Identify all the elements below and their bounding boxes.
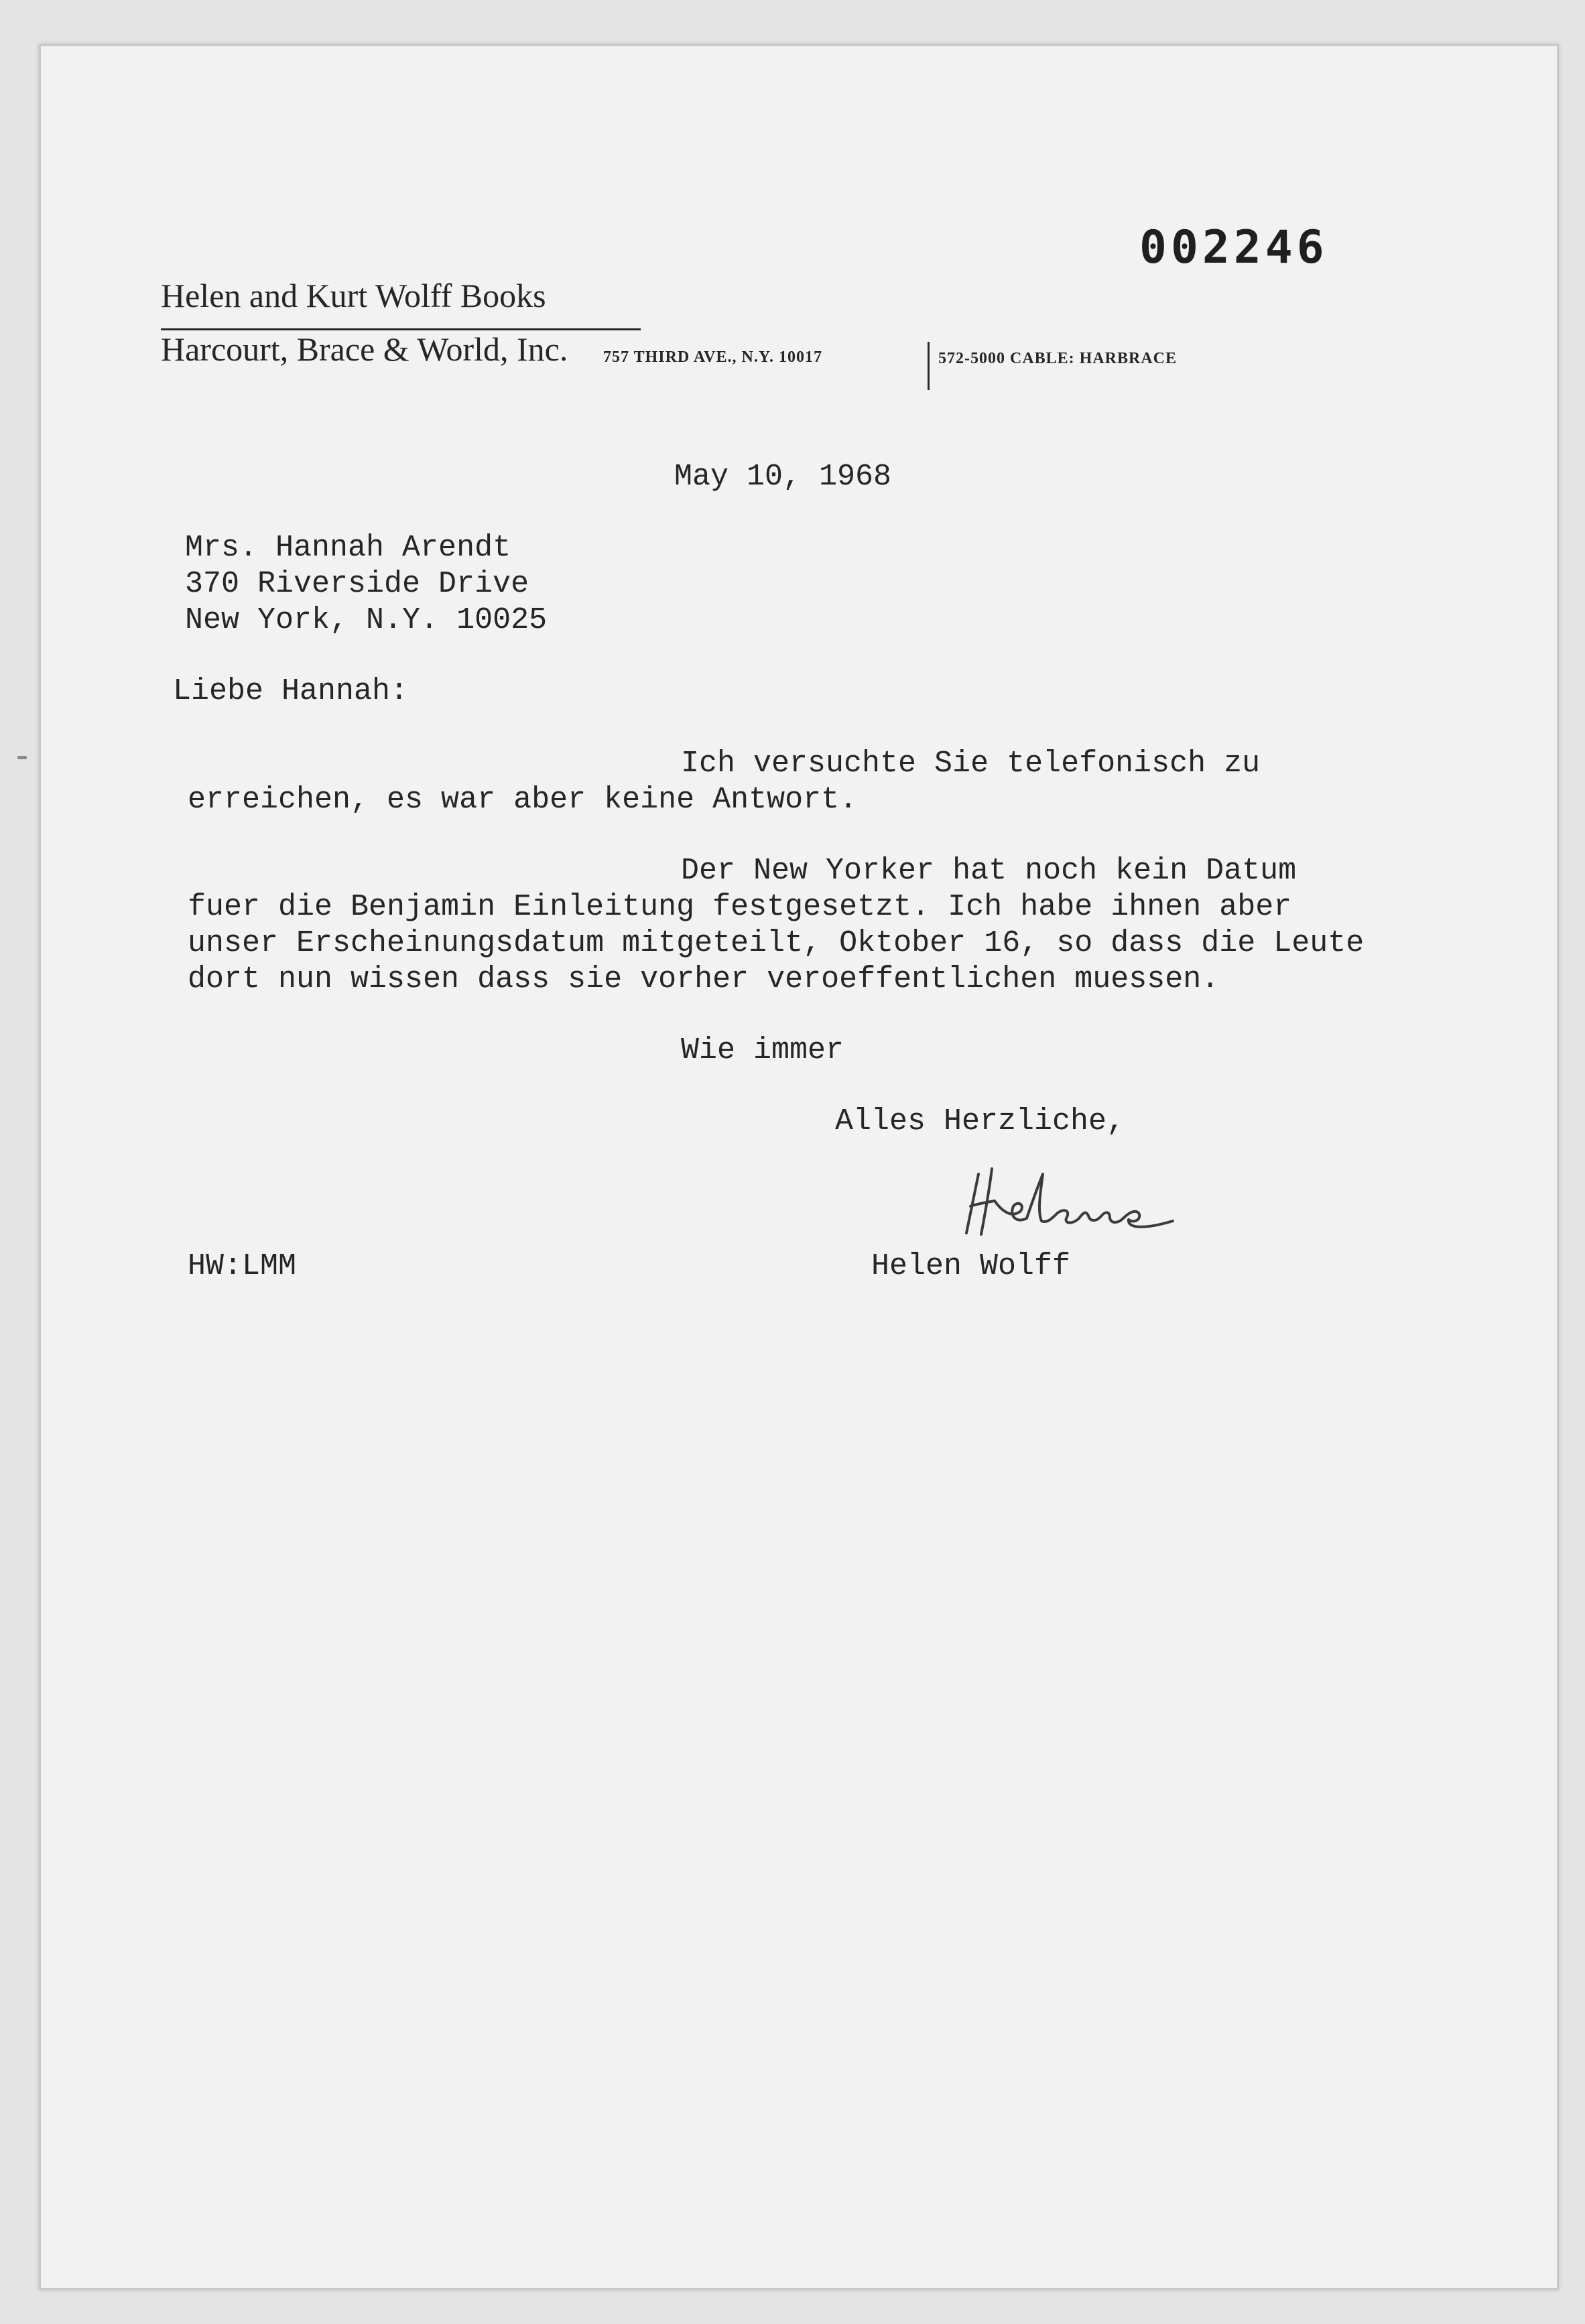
letterhead-divider: [928, 342, 930, 390]
paragraph-line: Ich versuchte Sie telefonisch zu: [681, 747, 1261, 781]
paragraph-line: fuer die Benjamin Einleitung festgesetzt. Ich habe ihnen aber: [188, 890, 1292, 924]
salutation: Liebe Hannah:: [173, 674, 409, 708]
paragraph-line: Der New Yorker hat noch kein Datum: [681, 854, 1297, 888]
recipient-street: 370 Riverside Drive: [185, 567, 529, 601]
wie-immer-line: Wie immer: [681, 1033, 844, 1068]
letterhead-imprint: Helen and Kurt Wolff Books: [161, 277, 546, 314]
signer-name: Helen Wolff: [871, 1249, 1071, 1283]
paragraph-line: unser Erscheinungsdatum mitgeteilt, Oktober 16, so dass die Leute: [188, 926, 1365, 960]
recipient-name: Mrs. Hannah Arendt: [185, 531, 511, 565]
handwritten-signature: [952, 1154, 1206, 1248]
paragraph-line: erreichen, es war aber keine Antwort.: [188, 783, 858, 817]
letter-sheet: [39, 44, 1559, 2290]
letterhead-phone-cable: 572-5000 CABLE: HARBRACE: [938, 350, 1178, 367]
letterhead-publisher: Harcourt, Brace & World, Inc.: [161, 330, 568, 368]
letter-date: May 10, 1968: [674, 460, 892, 494]
typist-initials: HW:LMM: [188, 1249, 297, 1283]
document-number-stamp: 002246: [1139, 221, 1328, 274]
letterhead-address: 757 THIRD AVE., N.Y. 10017: [603, 348, 822, 366]
closing-line: Alles Herzliche,: [835, 1104, 1125, 1139]
paragraph-line: dort nun wissen dass sie vorher veroeffentlichen muessen.: [188, 962, 1220, 996]
recipient-city: New York, N.Y. 10025: [185, 603, 548, 637]
edge-mark: [17, 756, 27, 759]
